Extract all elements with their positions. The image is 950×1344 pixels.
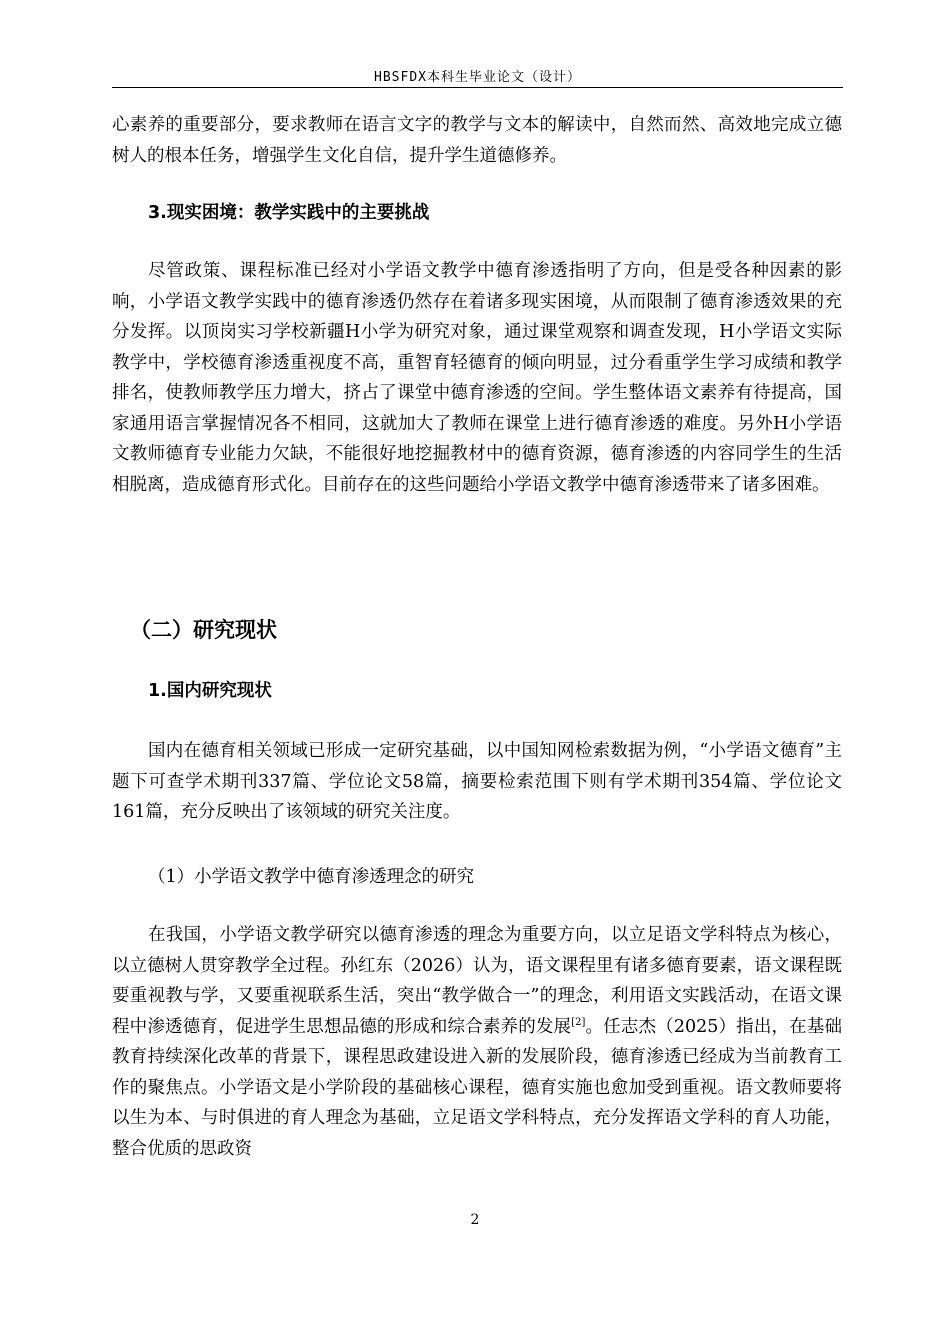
header-divider [112,87,843,88]
section-heading-domestic: 1.国内研究现状 [148,681,272,701]
section-heading-3: 3.现实困境：教学实践中的主要挑战 [148,203,430,223]
running-header: HBSFDX本科生毕业论文（设计） [374,70,581,85]
paragraph-concept-part1: 在我国，小学语文教学研究以德育渗透的理念为重要方向，以立足语文学科特点为核心，以立德树人贯穿教学全过程。孙红东（2026）认为，语文课程里有诸多德育要素，语文课程既要重视教与学，又要重视联系生活，突出“教学做合一”的理念，利用语文实践活动，在语文课程中渗透德育，促进学生思想品德的形成和综合素养的发展 [112,925,842,1037]
paragraph-concept [112,920,842,1164]
page-number: 2 [470,1212,480,1228]
citation-ref[interactable]: [2] [571,1016,586,1028]
paragraph-domestic-stats: 国内在德育相关领域已形成一定研究基础，以中国知网检索数据为例，“小学语文德育”主题下可查学术期刊337篇、学位论文58篇，摘要检索范围下则有学术期刊354篇、学位论文161篇，充分反映出了该领域的研究关注度。 [112,741,842,822]
section-heading-research-status: （二）研究现状 [130,618,277,642]
paragraph-challenges: 尽管政策、课程标准已经对小学语文教学中德育渗透指明了方向，但是受各种因素的影响，小学语文教学实践中的德育渗透仍然存在着诸多现实困境，从而限制了德育渗透效果的充分发挥。以顶岗实习学校新疆H小学为研究对象，通过课堂观察和调查发现，H小学语文实际教学中，学校德育渗透重视度不高，重智育轻德育的倾向明显，过分看重学生学习成绩和教学排名，使教师教学压力增大，挤占了课堂中德育渗透的空间。学生整体语文素养有待提高，国家通用语言掌握情况各不相同，这就加大了教师在课堂上进行德育渗透的难度。另外H小学语文教师德育专业能力欠缺，不能很好地挖掘教材中的德育资源，德育渗透的内容同学生的生活相脱离，造成德育形式化。目前存在的这些问题给小学语文教学中德育渗透带来了诸多困难。 [112,261,842,495]
subsection-heading-concept: （1）小学语文教学中德育渗透理念的研究 [148,867,475,887]
paragraph-concept-part2: 。任志杰（2025）指出，在基础教育持续深化改革的背景下，课程思政建设进入新的发展阶段，德育渗透已经成为当前教育工作的聚焦点。小学语文是小学阶段的基础核心课程，德育实施也愈加受到重视。语文教师要将以生为本、与时俱进的育人理念为基础，立足语文学科特点，充分发挥语文学科的育人功能，整合优质的思政资 [112,1016,842,1159]
paragraph-continuation: 心素养的重要部分，要求教师在语言文字的教学与文本的解读中，自然而然、高效地完成立德树人的根本任务，增强学生文化自信，提升学生道德修养。 [112,115,842,166]
